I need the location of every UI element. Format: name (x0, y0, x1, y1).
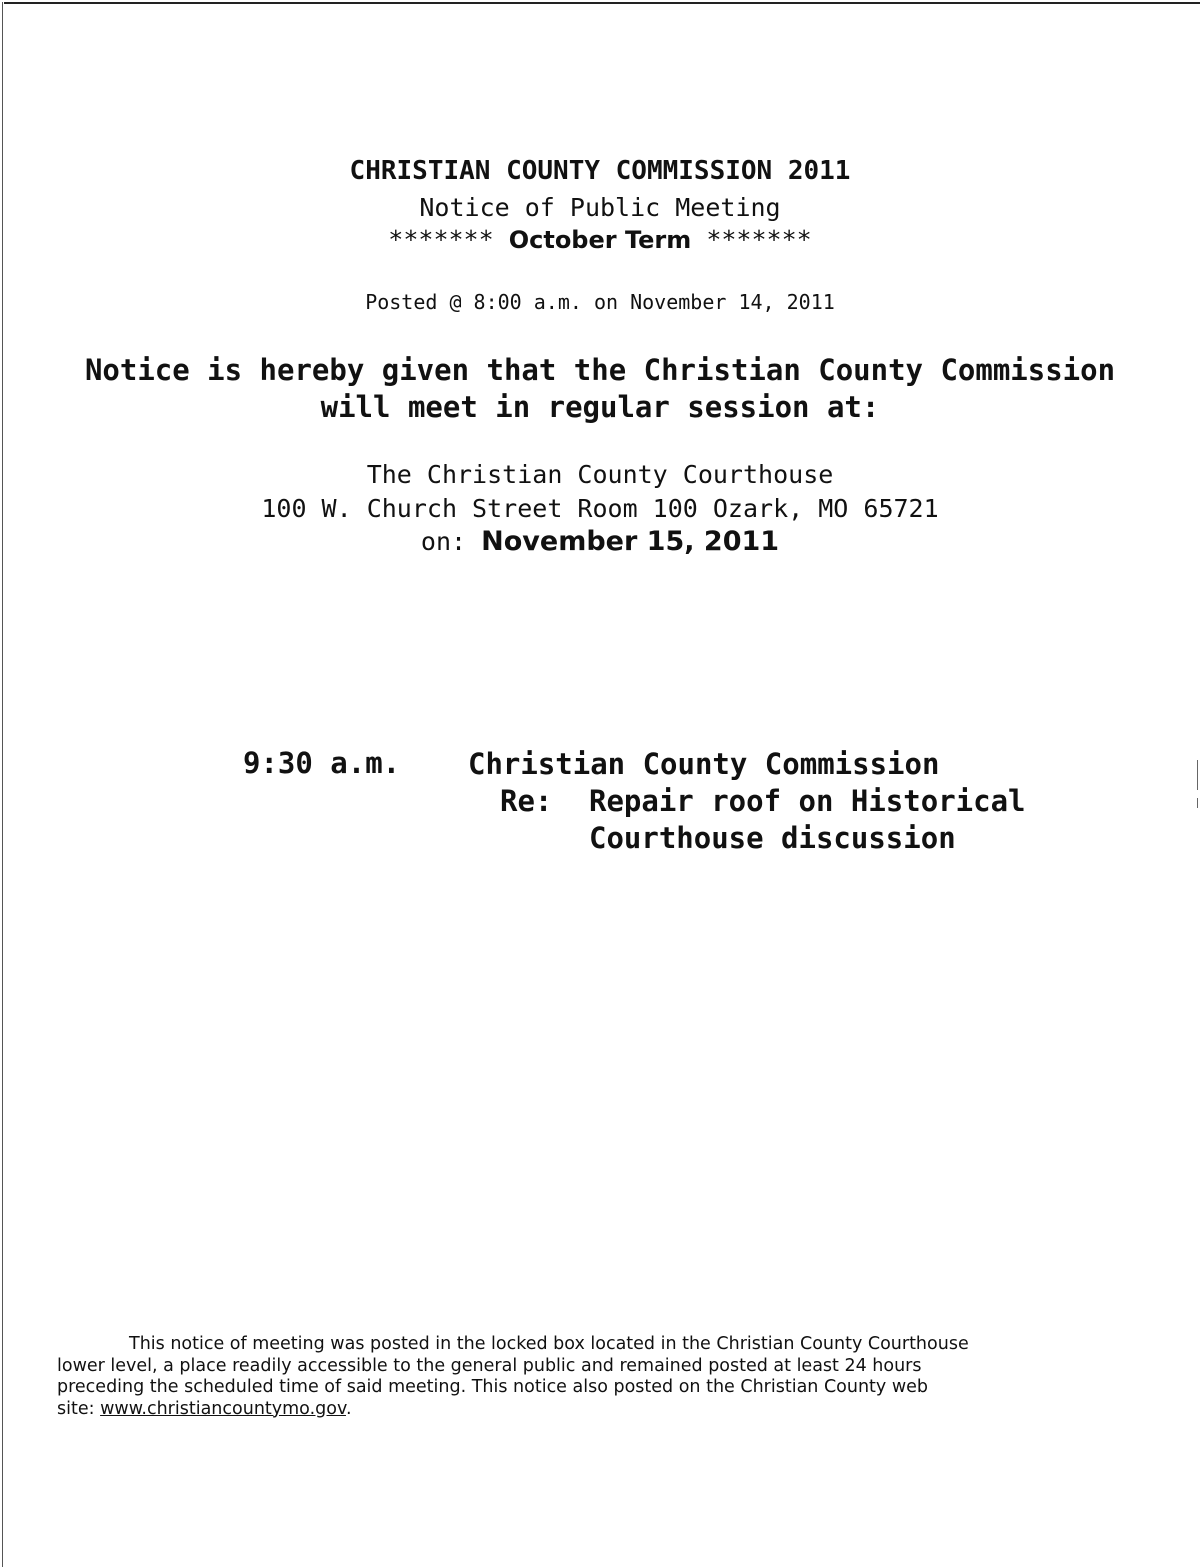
term-stars-left: ******* (388, 225, 494, 254)
notice-statement (0, 352, 1200, 426)
term-line (0, 225, 1200, 254)
location-name: The Christian County Courthouse (366, 460, 834, 489)
footnote-line: This notice of meeting was posted in the locked box located in the Christian County Courthouse (129, 1334, 969, 1354)
notice-line: will meet in regular session at: (320, 390, 880, 424)
document-title: CHRISTIAN COUNTY COMMISSION 2011 (349, 156, 851, 186)
posted-timestamp: Posted @ 8:00 a.m. on November 14, 2011 (365, 290, 835, 314)
website-link[interactable]: www.christiancountymo.gov (100, 1398, 346, 1419)
scan-mark (1197, 760, 1198, 790)
notice-line: Notice is hereby given that the Christian County Commission (84, 353, 1116, 387)
term-name: October Term (508, 226, 692, 254)
meeting-date-line (0, 526, 1200, 557)
agenda-subject-line: Courthouse discussion (589, 821, 956, 855)
footnote-line (57, 1399, 1157, 1421)
document-subtitle: Notice of Public Meeting (419, 193, 781, 222)
scan-mark (1197, 798, 1198, 808)
date-label: on: (420, 527, 467, 556)
footnote-site-suffix: . (345, 1398, 352, 1419)
page-border-top (4, 2, 1200, 4)
agenda-subject-line: Repair roof on Historical (589, 784, 1026, 818)
agenda-re-label: Re: (500, 784, 553, 818)
agenda-body: Christian County Commission (468, 747, 940, 781)
footnote-site-prefix: site: (57, 1398, 101, 1419)
term-stars-right: ******* (706, 225, 812, 254)
location-address: 100 W. Church Street Room 100 Ozark, MO 65721 (261, 494, 939, 523)
posting-footnote (57, 1334, 1157, 1420)
footnote-line: lower level, a place readily accessible to the general public and remained posted at least 24 hours (57, 1355, 922, 1376)
footnote-line: preceding the scheduled time of said meeting. This notice also posted on the Christian County web (57, 1377, 929, 1397)
meeting-date: November 15, 2011 (481, 526, 780, 557)
agenda-time: 9:30 a.m. (243, 746, 401, 780)
agenda-subject (589, 783, 1059, 857)
